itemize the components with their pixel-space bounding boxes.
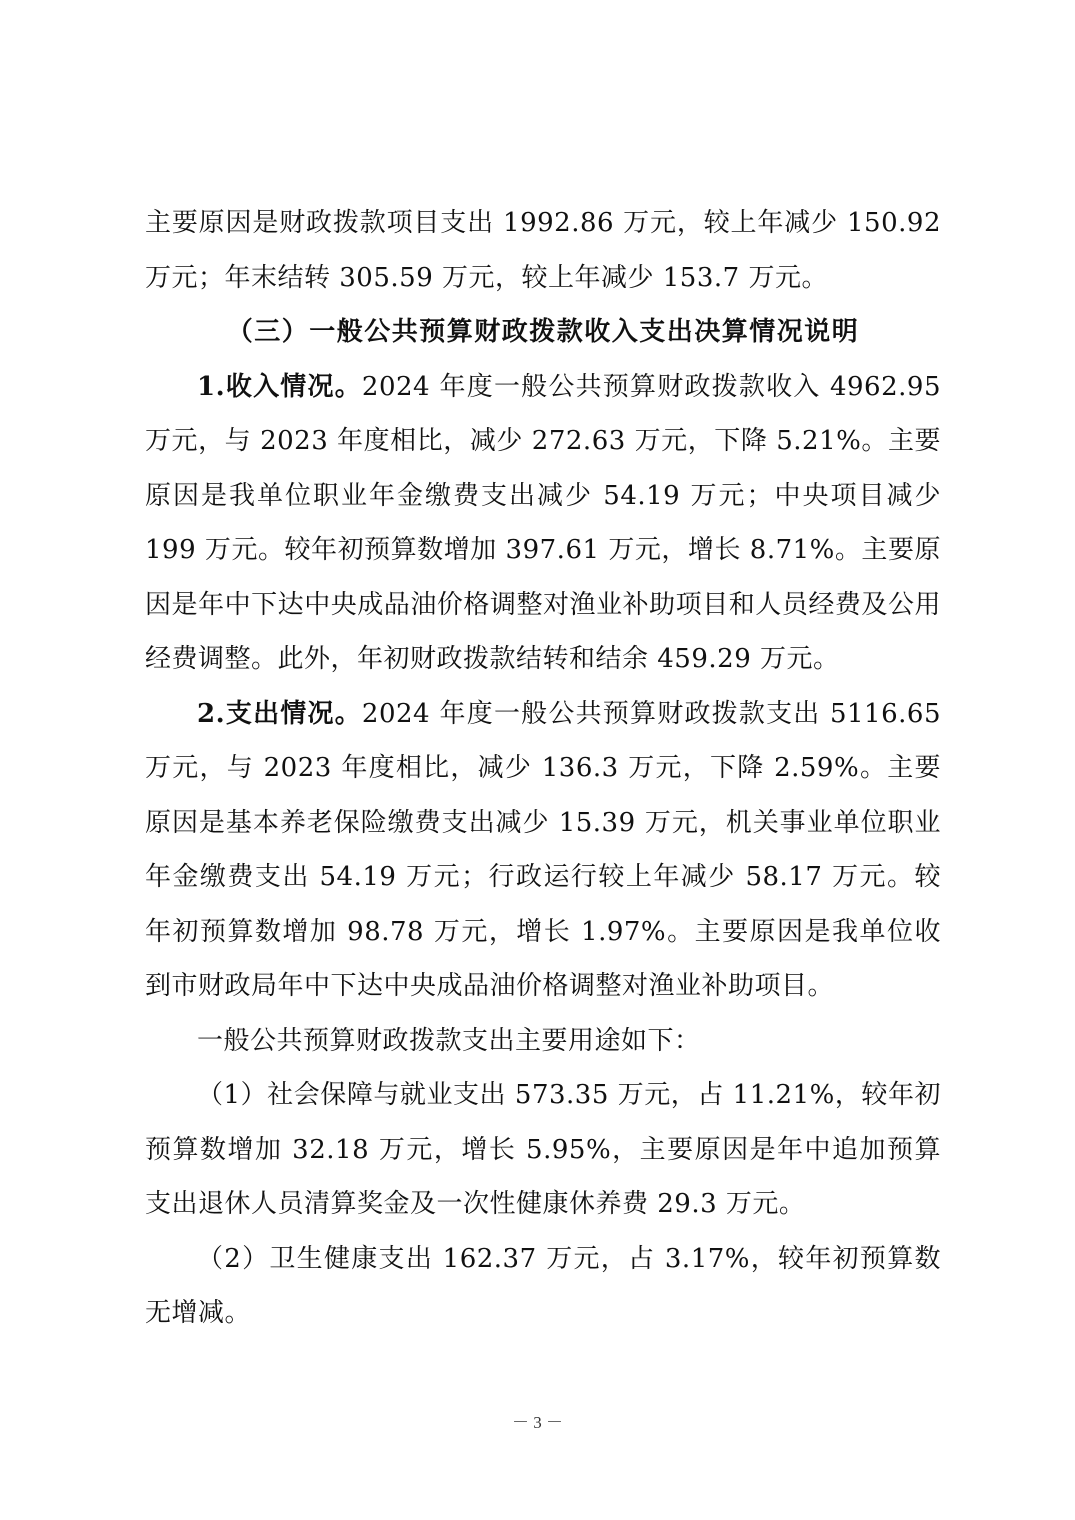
- paragraph-expense: [145, 687, 941, 1014]
- section-heading: （三）一般公共预算财政拨款收入支出决算情况说明: [226, 317, 860, 347]
- paragraph-item-1: （1）社会保障与就业支出 573.35 万元，占 11.21%，较年初预算数增加 32.18 万元，增长 5.95%，主要原因是年中追加预算支出退休人员清算奖金及一次性健康休养费 29.3 万元。: [145, 1080, 941, 1219]
- paragraph-item-2: （2）卫生健康支出 162.37 万元，占 3.17%，较年初预算数无增减。: [145, 1243, 941, 1328]
- income-lead: 1.收入情况。: [197, 371, 362, 402]
- paragraph-income: [145, 360, 941, 687]
- income-body: 2024 年度一般公共预算财政拨款收入 4962.95 万元，与 2023 年度相比，减少 272.63 万元，下降 5.21%。主要原因是我单位职业年金缴费支出减少 54.19 万元；中央项目减少 199 万元。较年初预算数增加 397.61 万元，增长 8.71%。主要原因是年中下达中央成品油价格调整对渔业补助项目和人员经费及公用经费调整。此外，年初财政拨款结转和结余 459.29 万元。: [145, 371, 941, 674]
- page-number: － 3 －: [512, 1413, 563, 1432]
- paragraph-continued: 主要原因是财政拨款项目支出 1992.86 万元，较上年减少 150.92 万元；年末结转 305.59 万元，较上年减少 153.7 万元。: [145, 208, 941, 293]
- document-body: [145, 196, 941, 1341]
- paragraph-uses-intro: 一般公共预算财政拨款支出主要用途如下：: [197, 1025, 701, 1056]
- expense-body: 2024 年度一般公共预算财政拨款支出 5116.65 万元，与 2023 年度相比，减少 136.3 万元，下降 2.59%。主要原因是基本养老保险缴费支出减少 15.39 万元，机关事业单位职业年金缴费支出 54.19 万元；行政运行较上年减少 58.17 万元。较年初预算数增加 98.78 万元，增长 1.97%。主要原因是我单位收到市财政局年中下达中央成品油价格调整对渔业补助项目。: [145, 698, 941, 1001]
- expense-lead: 2.支出情况。: [197, 698, 362, 729]
